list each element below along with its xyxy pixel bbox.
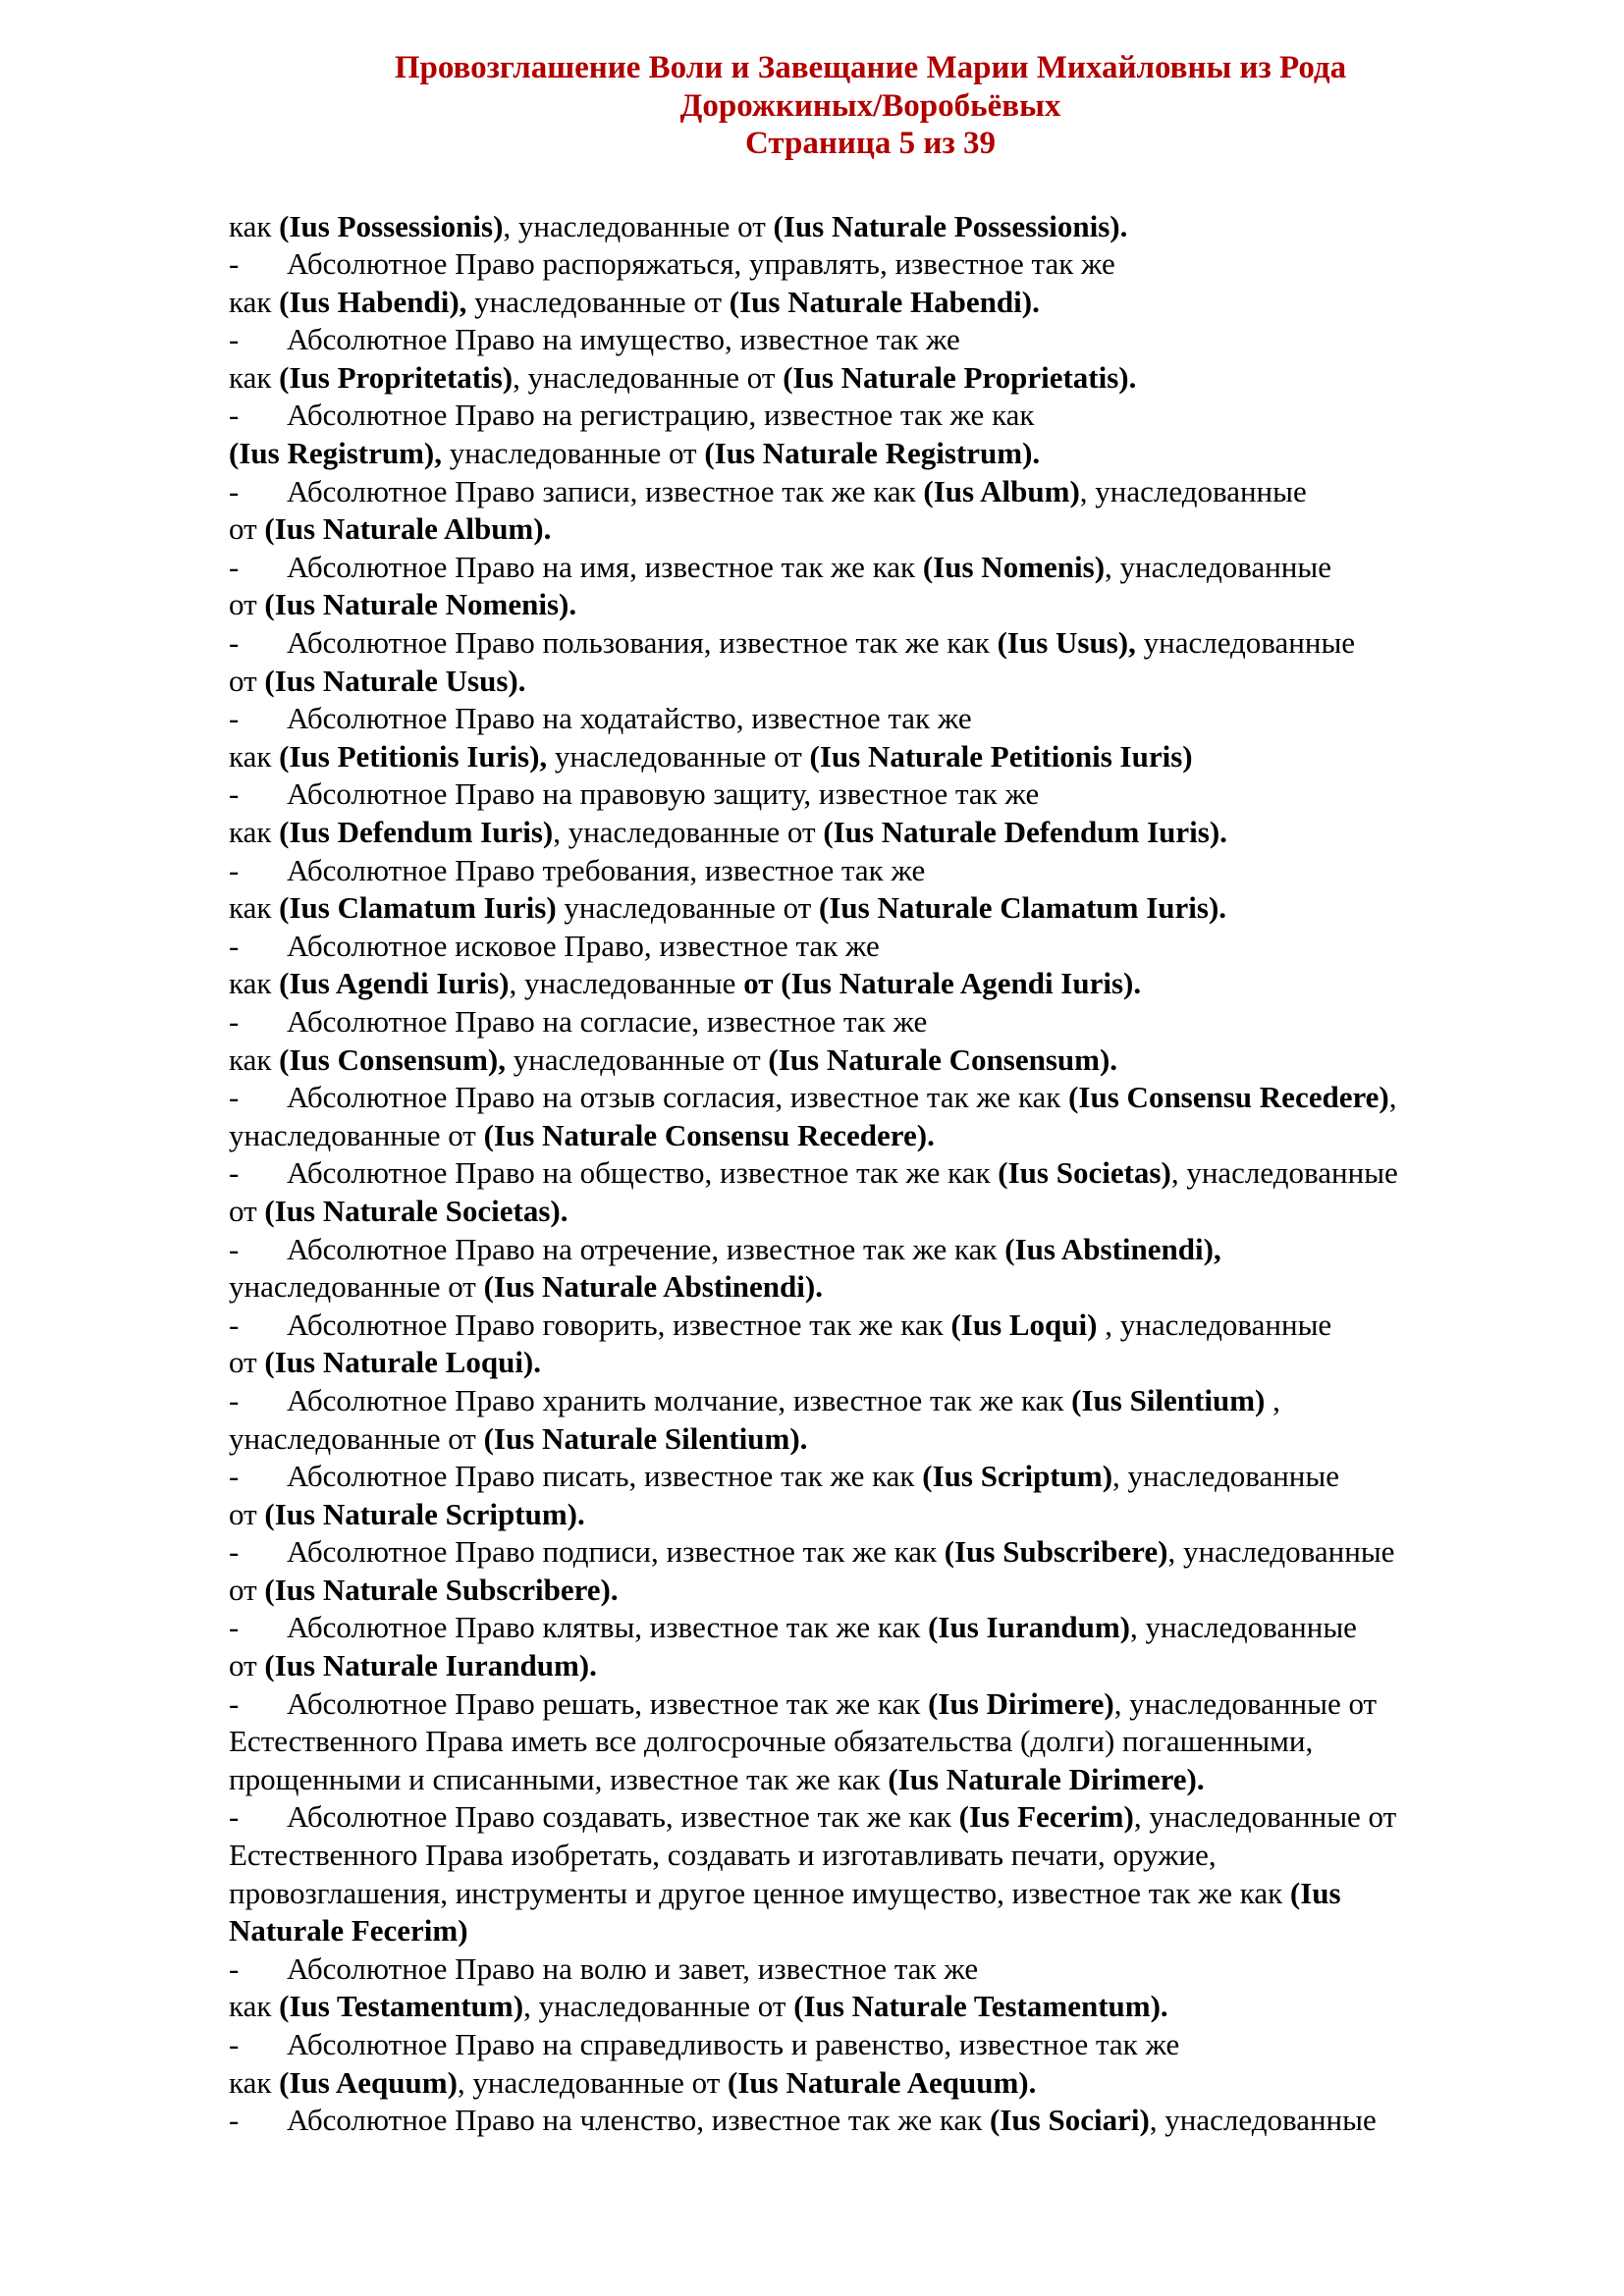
document-line xyxy=(229,359,1545,398)
latin-term: (Ius Dirimere) xyxy=(928,1685,1114,1721)
latin-term: (Ius Usus), xyxy=(997,625,1136,661)
text-segment: от xyxy=(229,1572,265,1607)
latin-term: (Ius xyxy=(1289,1875,1341,1910)
text-segment: унаследованные от xyxy=(547,738,810,774)
text-segment: Абсолютное Право на отречение, известное так же как xyxy=(287,1231,1005,1266)
latin-term: (Ius Naturale Iurandum). xyxy=(264,1648,597,1683)
dash-marker: - xyxy=(229,1534,240,1570)
dash-marker: - xyxy=(229,1799,240,1835)
document-line xyxy=(229,510,1545,549)
dash-marker: - xyxy=(229,2027,240,2061)
text-segment: , xyxy=(1388,1080,1397,1115)
text-segment: унаследованные от xyxy=(556,890,819,926)
list-item-line xyxy=(229,928,1545,966)
latin-term: (Ius Album) xyxy=(923,473,1080,508)
text-segment: как xyxy=(229,815,280,849)
text-segment: от xyxy=(229,1496,265,1531)
dash-marker: - xyxy=(229,928,240,963)
document-line xyxy=(229,1344,1545,1382)
dash-marker: - xyxy=(229,398,240,433)
list-item-line xyxy=(229,852,1545,890)
list-item-line xyxy=(229,2102,1545,2140)
text-segment: унаследованные от xyxy=(229,1117,484,1152)
latin-term: (Ius Consensum), xyxy=(279,1041,507,1077)
latin-term: (Ius Naturale Testamentum). xyxy=(793,1989,1168,2024)
latin-term: (Ius Iurandum) xyxy=(928,1610,1130,1645)
text-segment: Абсолютное Право хранить молчание, известное так же как xyxy=(287,1382,1072,1417)
latin-term: (Ius Naturale Aequum). xyxy=(728,2064,1037,2100)
dash-marker: - xyxy=(229,473,240,508)
latin-term: (Ius Fecerim) xyxy=(958,1799,1134,1835)
latin-term: (Ius Naturale Usus). xyxy=(264,663,526,698)
latin-term: Naturale Fecerim) xyxy=(229,1913,468,1949)
text-segment: как xyxy=(229,1989,280,2024)
list-item-line xyxy=(229,1458,1545,1496)
text-segment: Абсолютное Право на правовую защиту, известное так же xyxy=(287,776,1040,812)
list-item-line xyxy=(229,700,1545,738)
text-segment: , унаследованные xyxy=(1170,1155,1398,1191)
text-segment: Абсолютное Право писать, известное так же как xyxy=(287,1459,923,1494)
text-segment: Абсолютное Право распоряжаться, управлять, известное так же xyxy=(287,246,1115,282)
text-segment: Естественного Права иметь все долгосрочные обязательства (долги) погашенными, xyxy=(229,1724,1314,1759)
latin-term: (Ius Societas) xyxy=(998,1155,1171,1191)
text-segment: , унаследованные xyxy=(1112,1459,1339,1494)
text-segment: , унаследованные xyxy=(1105,549,1331,584)
document-line xyxy=(229,738,1545,776)
latin-term: (Ius Naturale Consensum). xyxy=(768,1041,1118,1077)
latin-term: (Ius Clamatum Iuris) xyxy=(279,890,557,926)
text-segment: Абсолютное Право на имя, известное так же как xyxy=(287,549,923,584)
latin-term: (Ius Naturale Clamatum Iuris). xyxy=(819,890,1227,926)
text-segment: от xyxy=(229,1648,265,1683)
list-item-line xyxy=(229,1003,1545,1041)
document-line xyxy=(229,1268,1545,1307)
text-segment: , унаследованные xyxy=(1079,473,1307,508)
document-line xyxy=(229,1723,1545,1761)
text-segment: унаследованные от xyxy=(466,284,730,319)
latin-term: (Ius Consensu Recedere) xyxy=(1068,1080,1389,1115)
list-item-line xyxy=(229,1382,1545,1420)
text-segment: унаследованные от xyxy=(506,1041,769,1077)
latin-term: (Ius Naturale Consensu Recedere). xyxy=(483,1117,935,1152)
latin-term: (Ius Naturale Habendi). xyxy=(729,284,1040,319)
latin-term: (Ius Silentium) xyxy=(1071,1382,1266,1417)
text-segment: Абсолютное Право пользования, известное так же как xyxy=(287,625,998,661)
text-segment: прощенными и списанными, известное так же как xyxy=(229,1761,889,1796)
latin-term: (Ius Sociari) xyxy=(990,2103,1150,2138)
text-segment: унаследованные от xyxy=(229,1420,484,1456)
text-segment: Абсолютное Право на членство, известное так же как xyxy=(287,2103,991,2138)
text-segment: , унаследованные xyxy=(1097,1307,1332,1342)
text-segment: , унаследованные от xyxy=(553,815,824,849)
list-item-line xyxy=(229,2026,1545,2064)
dash-marker: - xyxy=(229,549,240,584)
document-line xyxy=(229,889,1545,928)
text-segment: от xyxy=(229,1345,265,1380)
text-segment: , унаследованные от xyxy=(523,1989,794,2024)
document-title-line2: Дорожкиных/Воробьёвых xyxy=(679,87,1061,124)
document-line xyxy=(229,1761,1545,1799)
list-item-line xyxy=(229,1307,1545,1345)
latin-term: (Ius Naturale Scriptum). xyxy=(264,1496,585,1531)
document-line xyxy=(229,284,1545,322)
text-segment: как xyxy=(229,2064,280,2100)
text-segment: как xyxy=(229,208,280,243)
page-indicator: Страница 5 из 39 xyxy=(745,126,996,161)
text-segment: Абсолютное Право на справедливость и равенство, известное так же xyxy=(287,2027,1180,2061)
document-header xyxy=(229,0,1512,163)
dash-marker: - xyxy=(229,701,240,736)
document-line xyxy=(229,1572,1545,1610)
dash-marker: - xyxy=(229,776,240,812)
text-segment: как xyxy=(229,738,280,774)
text-segment: унаследованные от xyxy=(229,1269,484,1305)
latin-term: (Ius Aequum) xyxy=(279,2064,458,2100)
text-segment: , унаследованные xyxy=(1167,1534,1395,1570)
latin-term: (Ius Subscribere) xyxy=(944,1534,1168,1570)
document-line xyxy=(229,814,1545,852)
document-line xyxy=(229,1647,1545,1685)
document-line xyxy=(229,1496,1545,1534)
text-segment: как xyxy=(229,284,280,319)
list-item-line xyxy=(229,1609,1545,1647)
text-segment: как xyxy=(229,1041,280,1077)
latin-term: (Ius Nomenis) xyxy=(922,549,1106,584)
text-segment: Абсолютное Право на общество, известное так же как xyxy=(287,1155,999,1191)
list-item-line xyxy=(229,397,1545,435)
text-segment: Абсолютное Право требования, известное так же xyxy=(287,852,926,887)
latin-term: (Ius Abstinendi), xyxy=(1004,1231,1221,1266)
text-segment: Абсолютное Право решать, известное так же как xyxy=(287,1685,929,1721)
latin-term: (Ius Naturale Album). xyxy=(264,511,552,547)
latin-term: (Ius Naturale Proprietatis). xyxy=(783,359,1137,395)
latin-term: (Ius Naturale Petitionis Iuris) xyxy=(809,738,1193,774)
text-segment: от xyxy=(229,511,265,547)
list-item-line xyxy=(229,1079,1545,1117)
latin-term: (Ius Scriptum) xyxy=(922,1459,1113,1494)
text-segment: , унаследованные от xyxy=(457,2064,729,2100)
latin-term: (Ius Naturale Dirimere). xyxy=(888,1761,1205,1796)
dash-marker: - xyxy=(229,852,240,887)
latin-term: (Ius Loqui) xyxy=(950,1307,1098,1342)
latin-term: (Ius Agendi Iuris) xyxy=(279,966,510,1001)
dash-marker: - xyxy=(229,1155,240,1191)
document-line xyxy=(229,208,1545,246)
latin-term: (Ius Naturale Loqui). xyxy=(264,1345,542,1380)
list-item-line xyxy=(229,1950,1545,1989)
list-item-line xyxy=(229,549,1545,587)
text-segment: от xyxy=(229,1193,265,1228)
latin-term: от (Ius Naturale Agendi Iuris). xyxy=(743,966,1142,1001)
text-segment: Естественного Права изобретать, создавать и изготавливать печати, оружие, xyxy=(229,1838,1217,1873)
dash-marker: - xyxy=(229,625,240,661)
latin-term: (Ius Naturale Possessionis). xyxy=(773,208,1128,243)
dash-marker: - xyxy=(229,1307,240,1342)
document-line xyxy=(229,1193,1545,1231)
text-segment: , унаследованные от xyxy=(503,208,774,243)
text-segment: Абсолютное Право подписи, известное так же как xyxy=(287,1534,945,1570)
document-line xyxy=(229,1875,1545,1913)
text-segment: , унаследованные от xyxy=(513,359,784,395)
text-segment: от xyxy=(229,587,265,622)
text-segment: унаследованные от xyxy=(442,436,705,471)
dash-marker: - xyxy=(229,1080,240,1115)
document-line xyxy=(229,1420,1545,1459)
text-segment: как xyxy=(229,966,280,1001)
list-item-line xyxy=(229,1231,1545,1269)
latin-term: (Ius Possessionis) xyxy=(279,208,504,243)
dash-marker: - xyxy=(229,1003,240,1039)
text-segment: , унаследованные xyxy=(509,966,744,1001)
latin-term: (Ius Petitionis Iuris), xyxy=(279,738,548,774)
latin-term: (Ius Naturale Registrum). xyxy=(704,436,1041,471)
list-item-line xyxy=(229,321,1545,359)
list-item-line xyxy=(229,1154,1545,1193)
text-segment: Абсолютное Право клятвы, известное так же как xyxy=(287,1610,929,1645)
document-line xyxy=(229,1988,1545,2026)
latin-term: (Ius Naturale Subscribere). xyxy=(264,1572,619,1607)
text-segment: как xyxy=(229,890,280,926)
dash-marker: - xyxy=(229,1610,240,1645)
document-title-line1: Провозглашение Воли и Завещание Марии Михайловны из Рода xyxy=(394,50,1347,85)
text-segment: , унаследованные от xyxy=(1113,1685,1378,1721)
document-line xyxy=(229,1837,1545,1875)
latin-term: (Ius Naturale Silentium). xyxy=(483,1420,808,1456)
latin-term: (Ius Habendi), xyxy=(279,284,467,319)
text-segment: Абсолютное Право на ходатайство, известное так же xyxy=(287,701,972,736)
latin-term: (Ius Propritetatis) xyxy=(279,359,514,395)
text-segment: унаследованные xyxy=(1135,625,1356,661)
list-item-line xyxy=(229,473,1545,511)
dash-marker: - xyxy=(229,2103,240,2138)
text-segment: Абсолютное Право на регистрацию, известное так же как xyxy=(287,398,1035,433)
list-item-line xyxy=(229,1685,1545,1724)
latin-term: (Ius Naturale Societas). xyxy=(264,1193,568,1228)
document-line xyxy=(229,1912,1545,1950)
document-line xyxy=(229,1041,1545,1080)
dash-marker: - xyxy=(229,1382,240,1417)
list-item-line xyxy=(229,245,1545,284)
document-line xyxy=(229,1117,1545,1155)
list-item-line xyxy=(229,624,1545,663)
text-segment: Абсолютное Право записи, известное так же как xyxy=(287,473,924,508)
latin-term: (Ius Naturale Nomenis). xyxy=(264,587,577,622)
dash-marker: - xyxy=(229,246,240,282)
text-segment: Абсолютное Право говорить, известное так же как xyxy=(287,1307,951,1342)
document-line xyxy=(229,435,1545,473)
document-line xyxy=(229,586,1545,624)
document-body xyxy=(0,208,1624,2140)
latin-term: (Ius Naturale Abstinendi). xyxy=(483,1269,823,1305)
list-item-line xyxy=(229,1533,1545,1572)
list-item-line xyxy=(229,1798,1545,1837)
latin-term: (Ius Naturale Defendum Iuris). xyxy=(823,815,1227,849)
dash-marker: - xyxy=(229,1459,240,1494)
text-segment: Абсолютное Право на согласие, известное так же xyxy=(287,1003,928,1039)
latin-term: (Ius Defendum Iuris) xyxy=(279,815,554,849)
text-segment: Абсолютное Право создавать, известное так же как xyxy=(287,1799,959,1835)
list-item-line xyxy=(229,775,1545,814)
latin-term: (Ius Testamentum) xyxy=(279,1989,524,2024)
latin-term: (Ius Registrum), xyxy=(229,436,442,471)
document-line xyxy=(229,965,1545,1003)
text-segment: Абсолютное Право на отзыв согласия, известное так же как xyxy=(287,1080,1069,1115)
text-segment: Абсолютное исковое Право, известное так же xyxy=(287,928,880,963)
text-segment: , унаследованные xyxy=(1129,1610,1357,1645)
document-line xyxy=(229,2064,1545,2103)
text-segment: провозглашения, инструменты и другое ценное имущество, известное так же как xyxy=(229,1875,1290,1910)
document-line xyxy=(229,663,1545,701)
text-segment: Абсолютное Право на имущество, известное так же xyxy=(287,322,960,357)
dash-marker: - xyxy=(229,322,240,357)
text-segment: Абсолютное Право на волю и завет, известное так же xyxy=(287,1950,979,1986)
dash-marker: - xyxy=(229,1950,240,1986)
text-segment: , унаследованные от xyxy=(1133,1799,1397,1835)
dash-marker: - xyxy=(229,1231,240,1266)
text-segment: , xyxy=(1265,1382,1280,1417)
dash-marker: - xyxy=(229,1685,240,1721)
text-segment: как xyxy=(229,359,280,395)
text-segment: , унаследованные xyxy=(1149,2103,1377,2138)
text-segment: от xyxy=(229,663,265,698)
